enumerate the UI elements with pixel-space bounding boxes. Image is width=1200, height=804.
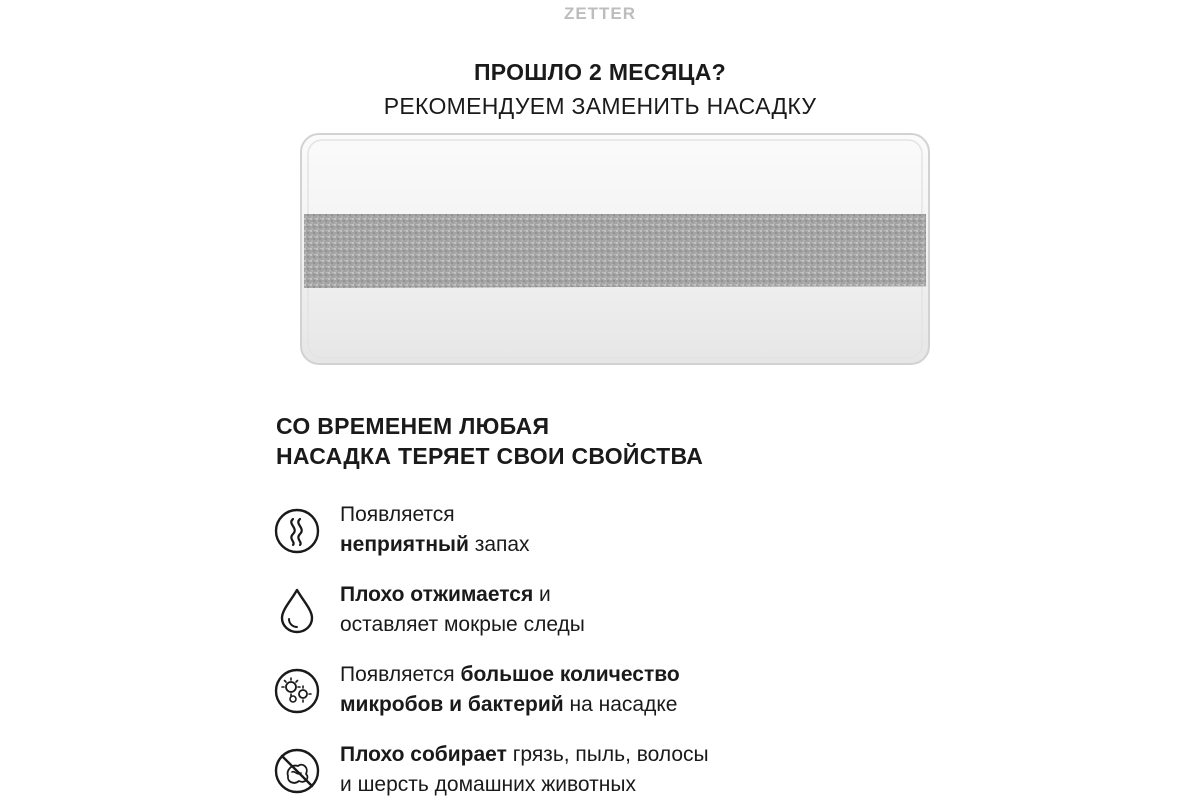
bacteria-icon <box>272 666 322 716</box>
brand-logo: ZETTER <box>563 4 637 23</box>
water-drop-icon <box>272 586 322 636</box>
section-title-line2: НАСАДКА ТЕРЯЕТ СВОИ СВОЙСТВА <box>276 443 704 469</box>
feature-line: микробов и бактерий на насадке <box>340 693 678 716</box>
section-title <box>276 411 703 471</box>
feature-bacteria <box>272 660 832 724</box>
feature-line: и шерсть домашних животных <box>340 773 636 796</box>
headline-question: ПРОШЛО 2 МЕСЯЦА? <box>473 59 727 85</box>
section-title-line1: СО ВРЕМЕНЕМ ЛЮБАЯ <box>276 413 550 439</box>
no-dirt-pickup-icon <box>272 746 322 796</box>
feature-odor-text <box>340 500 530 560</box>
mop-pad-image <box>298 128 932 368</box>
feature-line: неприятный запах <box>340 533 530 556</box>
feature-line: Плохо собирает грязь, пыль, волосы <box>340 743 709 766</box>
feature-wringing <box>272 580 832 644</box>
feature-dirt-pickup-text <box>340 740 709 800</box>
feature-line: Появляется <box>340 503 455 526</box>
feature-dirt-pickup <box>272 740 832 804</box>
headline <box>0 55 1200 123</box>
feature-odor <box>272 500 832 564</box>
feature-line: оставляет мокрые следы <box>340 613 585 636</box>
feature-bacteria-text <box>340 660 680 720</box>
feature-line: Плохо отжимается и <box>340 583 551 606</box>
odor-icon <box>272 506 322 556</box>
feature-line: Появляется большое количество <box>340 663 680 686</box>
headline-recommendation: РЕКОМЕНДУЕМ ЗАМЕНИТЬ НАСАДКУ <box>383 93 817 119</box>
feature-wringing-text <box>340 580 585 640</box>
